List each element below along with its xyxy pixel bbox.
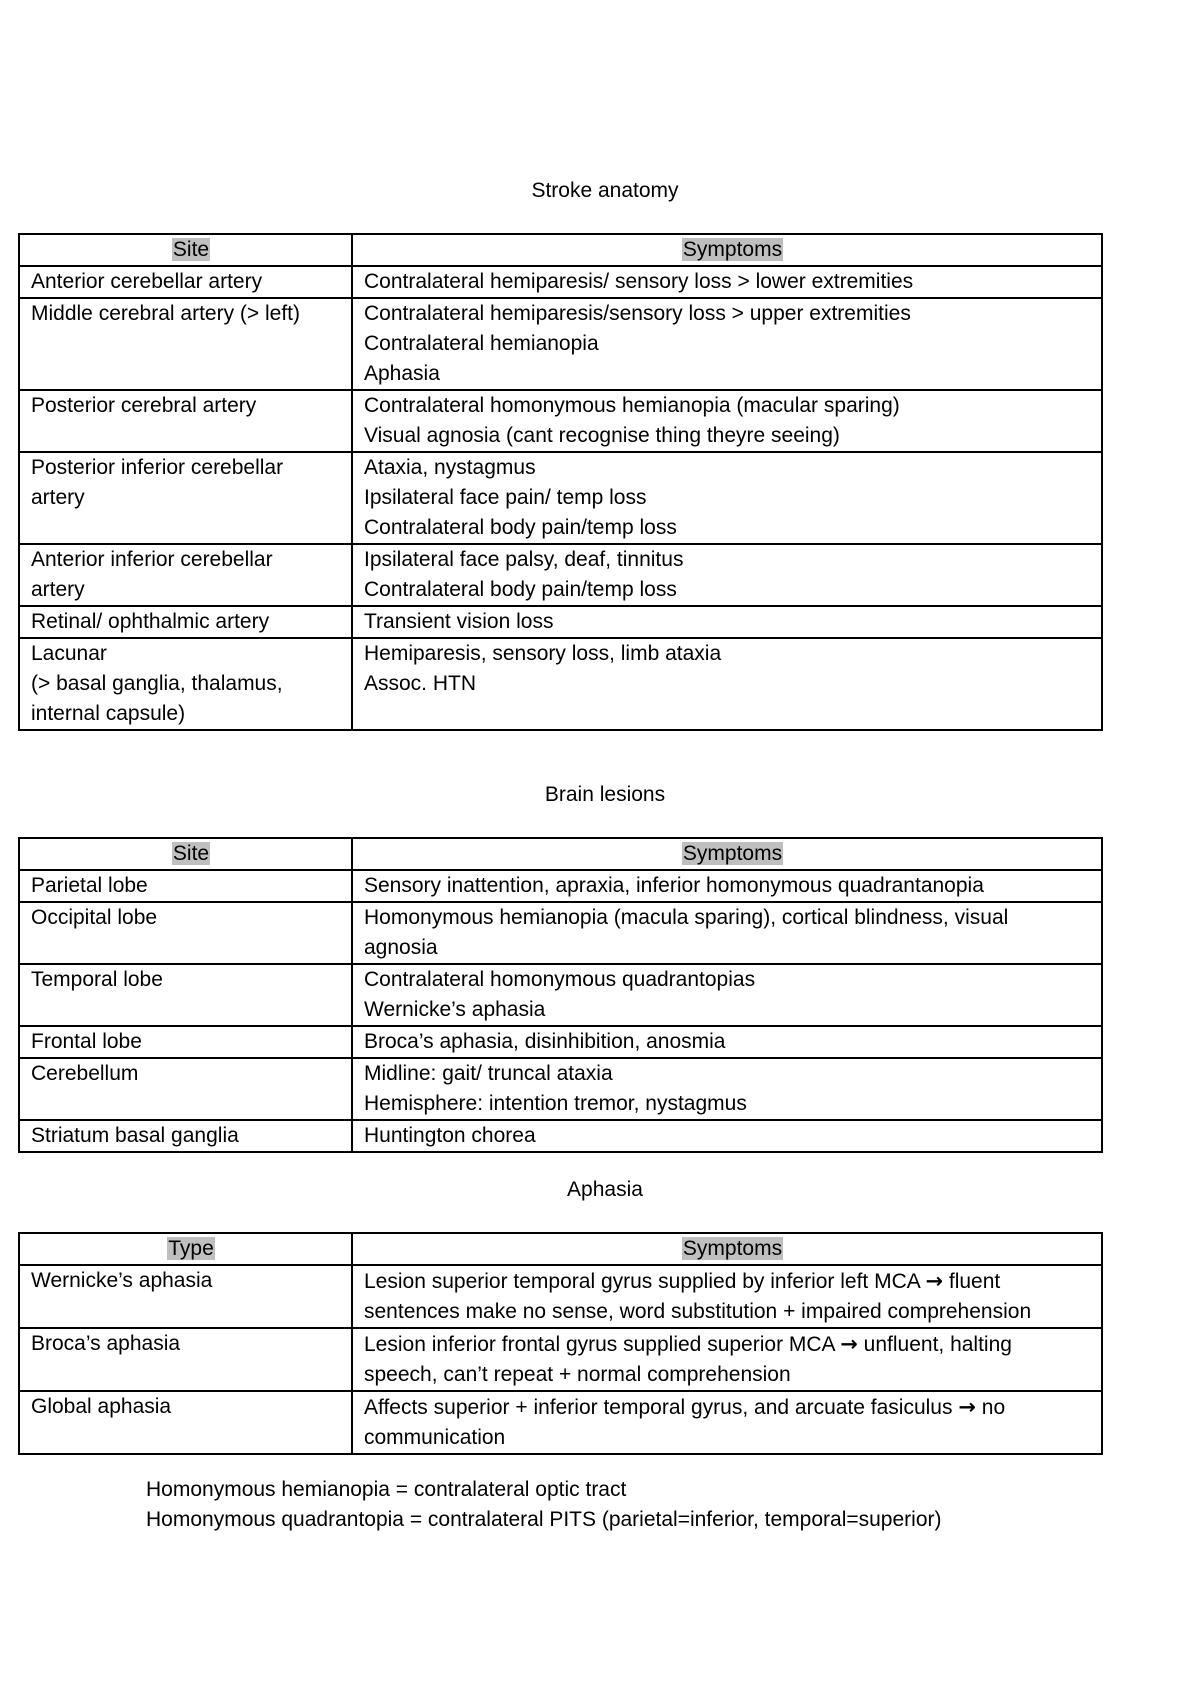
symptoms-cell: Ataxia, nystagmus Ipsilateral face pain/ temp loss Contralateral body pain/temp loss <box>352 452 1102 544</box>
site-cell: Middle cerebral artery (> left) <box>19 298 352 390</box>
site-cell: Cerebellum <box>19 1058 352 1120</box>
site-cell: Anterior cerebellar artery <box>19 266 352 298</box>
site-cell: Parietal lobe <box>19 870 352 902</box>
symptoms-cell: Midline: gait/ truncal ataxia Hemisphere: intention tremor, nystagmus <box>352 1058 1102 1120</box>
arrow-right-icon: → <box>958 1395 976 1419</box>
symptoms-cell: Contralateral hemiparesis/ sensory loss > lower extremities <box>352 266 1102 298</box>
symptoms-cell: Lesion superior temporal gyrus supplied by inferior left MCA → fluent sentences make no sense, word substitution + impaired comprehension <box>352 1265 1102 1328</box>
type-cell: Global aphasia <box>19 1391 352 1454</box>
note-quadrantopia: Homonymous quadrantopia = contralateral PITS (parietal=inferior, temporal=superior) <box>146 1508 942 1531</box>
table-row <box>19 266 1102 298</box>
site-cell: Occipital lobe <box>19 902 352 964</box>
table-row <box>19 390 1102 452</box>
symptoms-cell: Hemiparesis, sensory loss, limb ataxia Assoc. HTN <box>352 638 1102 730</box>
symptoms-header: Symptoms <box>352 838 1102 870</box>
aphasia-table <box>18 1232 1103 1455</box>
site-cell: Temporal lobe <box>19 964 352 1026</box>
table-row <box>19 452 1102 544</box>
symptoms-cell: Lesion inferior frontal gyrus supplied superior MCA → unfluent, halting speech, can’t repeat + normal comprehension <box>352 1328 1102 1391</box>
table-row <box>19 964 1102 1026</box>
table-row <box>19 606 1102 638</box>
table-header-row <box>19 838 1102 870</box>
type-cell: Broca’s aphasia <box>19 1328 352 1391</box>
stroke-anatomy-table <box>18 233 1103 731</box>
symptoms-cell: Broca’s aphasia, disinhibition, anosmia <box>352 1026 1102 1058</box>
symptoms-cell: Affects superior + inferior temporal gyrus, and arcuate fasiculus → no communication <box>352 1391 1102 1454</box>
symptoms-cell: Contralateral homonymous quadrantopias Wernicke’s aphasia <box>352 964 1102 1026</box>
site-cell: Posterior cerebral artery <box>19 390 352 452</box>
table-row <box>19 544 1102 606</box>
type-cell: Wernicke’s aphasia <box>19 1265 352 1328</box>
table-row <box>19 298 1102 390</box>
table-row <box>19 1265 1102 1328</box>
table-row <box>19 1391 1102 1454</box>
table-row <box>19 902 1102 964</box>
aphasia-title: Aphasia <box>567 1178 643 1201</box>
symptoms-header: Symptoms <box>352 234 1102 266</box>
table-row <box>19 1328 1102 1391</box>
symptoms-cell: Contralateral homonymous hemianopia (macular sparing) Visual agnosia (cant recognise thing theyre seeing) <box>352 390 1102 452</box>
table-row <box>19 870 1102 902</box>
symptoms-cell: Huntington chorea <box>352 1120 1102 1152</box>
notes <box>146 1475 942 1535</box>
site-header: Site <box>19 234 352 266</box>
table-row <box>19 638 1102 730</box>
arrow-right-icon: → <box>925 1269 944 1293</box>
arrow-right-icon: → <box>840 1332 858 1356</box>
table-header-row <box>19 1233 1102 1265</box>
site-cell: Anterior inferior cerebellar artery <box>19 544 352 606</box>
site-cell: Frontal lobe <box>19 1026 352 1058</box>
site-cell: Posterior inferior cerebellar artery <box>19 452 352 544</box>
site-header: Site <box>19 838 352 870</box>
symptoms-cell: Homonymous hemianopia (macula sparing), cortical blindness, visual agnosia <box>352 902 1102 964</box>
symptoms-cell: Transient vision loss <box>352 606 1102 638</box>
symptoms-cell: Contralateral hemiparesis/sensory loss > upper extremities Contralateral hemianopia Aphasia <box>352 298 1102 390</box>
symptoms-header: Symptoms <box>352 1233 1102 1265</box>
table-row <box>19 1058 1102 1120</box>
type-header: Type <box>19 1233 352 1265</box>
table-row <box>19 1120 1102 1152</box>
brain-lesions-title: Brain lesions <box>544 783 666 806</box>
note-hemianopia: Homonymous hemianopia = contralateral optic tract <box>146 1478 627 1501</box>
stroke-anatomy-title: Stroke anatomy <box>531 179 679 202</box>
site-cell: Retinal/ ophthalmic artery <box>19 606 352 638</box>
table-row <box>19 1026 1102 1058</box>
site-cell: Lacunar (> basal ganglia, thalamus, internal capsule) <box>19 638 352 730</box>
brain-lesions-table <box>18 837 1103 1153</box>
table-header-row <box>19 234 1102 266</box>
symptoms-cell: Ipsilateral face palsy, deaf, tinnitus Contralateral body pain/temp loss <box>352 544 1102 606</box>
site-cell: Striatum basal ganglia <box>19 1120 352 1152</box>
symptoms-cell: Sensory inattention, apraxia, inferior homonymous quadrantanopia <box>352 870 1102 902</box>
